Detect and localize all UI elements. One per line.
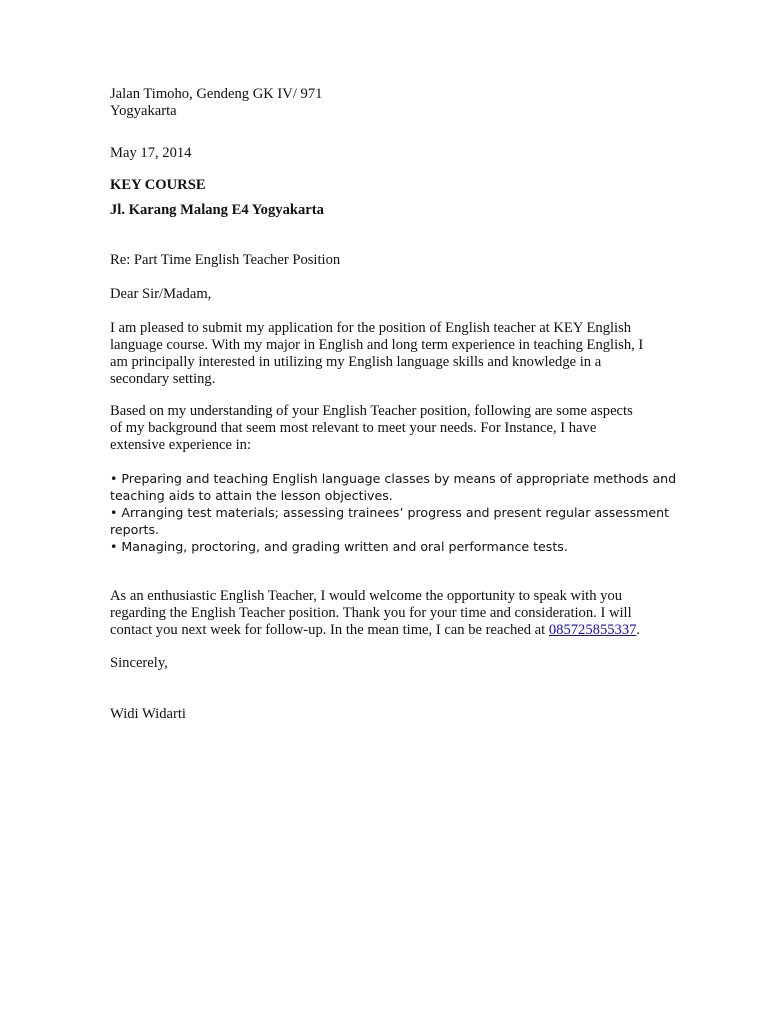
- sender-address-line1: Jalan Timoho, Gendeng GK IV/ 971: [110, 86, 323, 102]
- recipient-name: [110, 177, 670, 194]
- paragraph-3-last-text: contact you next week for follow-up. In the mean time, I can be reached at: [110, 622, 549, 638]
- paragraph-2-line: Based on my understanding of your English Teacher position, following are some aspects: [110, 403, 633, 419]
- signature-name: Widi Widarti: [110, 706, 186, 722]
- paragraph-1-line: secondary setting.: [110, 371, 216, 387]
- letter-date: [110, 145, 670, 162]
- list-item: • Preparing and teaching English language classes by means of appropriate methods and: [110, 471, 677, 486]
- signature: [110, 706, 670, 723]
- paragraph-2-line: of my background that seem most relevant to meet your needs. For Instance, I have: [110, 420, 597, 436]
- recipient-address-text: Jl. Karang Malang E4 Yogyakarta: [110, 202, 324, 218]
- experience-list: [110, 470, 677, 555]
- closing-text: Sincerely,: [110, 655, 168, 671]
- list-item-continuation: reports.: [110, 522, 160, 537]
- closing: [110, 655, 670, 672]
- salutation: [110, 286, 670, 303]
- subject-line: [110, 252, 670, 269]
- paragraph-3: [110, 588, 670, 639]
- phone-link[interactable]: 085725855337: [548, 622, 637, 638]
- paragraph-3-line: regarding the English Teacher position. Thank you for your time and consideration. I will: [110, 605, 632, 621]
- salutation-text: Dear Sir/Madam,: [110, 286, 212, 302]
- sender-address: [110, 86, 670, 120]
- recipient-name-text: KEY COURSE: [110, 177, 206, 193]
- paragraph-1-line: language course. With my major in English and long term experience in teaching English, I: [110, 337, 644, 353]
- paragraph-3-last-line: [110, 622, 670, 639]
- paragraph-1: [110, 320, 670, 388]
- paragraph-2: [110, 403, 670, 454]
- paragraph-3-period: .: [636, 622, 641, 638]
- list-item: • Arranging test materials; assessing trainees’ progress and present regular assessment: [110, 505, 670, 520]
- sender-address-line2: Yogyakarta: [110, 103, 177, 119]
- paragraph-1-line: am principally interested in utilizing my English language skills and knowledge in a: [110, 354, 602, 370]
- list-item: • Managing, proctoring, and grading written and oral performance tests.: [110, 539, 568, 554]
- date-text: May 17, 2014: [110, 145, 192, 161]
- recipient-address: [110, 202, 670, 219]
- paragraph-1-line: I am pleased to submit my application for the position of English teacher at KEY English: [110, 320, 632, 336]
- paragraph-3-line: As an enthusiastic English Teacher, I would welcome the opportunity to speak with you: [110, 588, 623, 604]
- subject-text: Re: Part Time English Teacher Position: [110, 252, 341, 268]
- paragraph-2-line: extensive experience in:: [110, 437, 252, 453]
- list-item-continuation: teaching aids to attain the lesson objectives.: [110, 488, 393, 503]
